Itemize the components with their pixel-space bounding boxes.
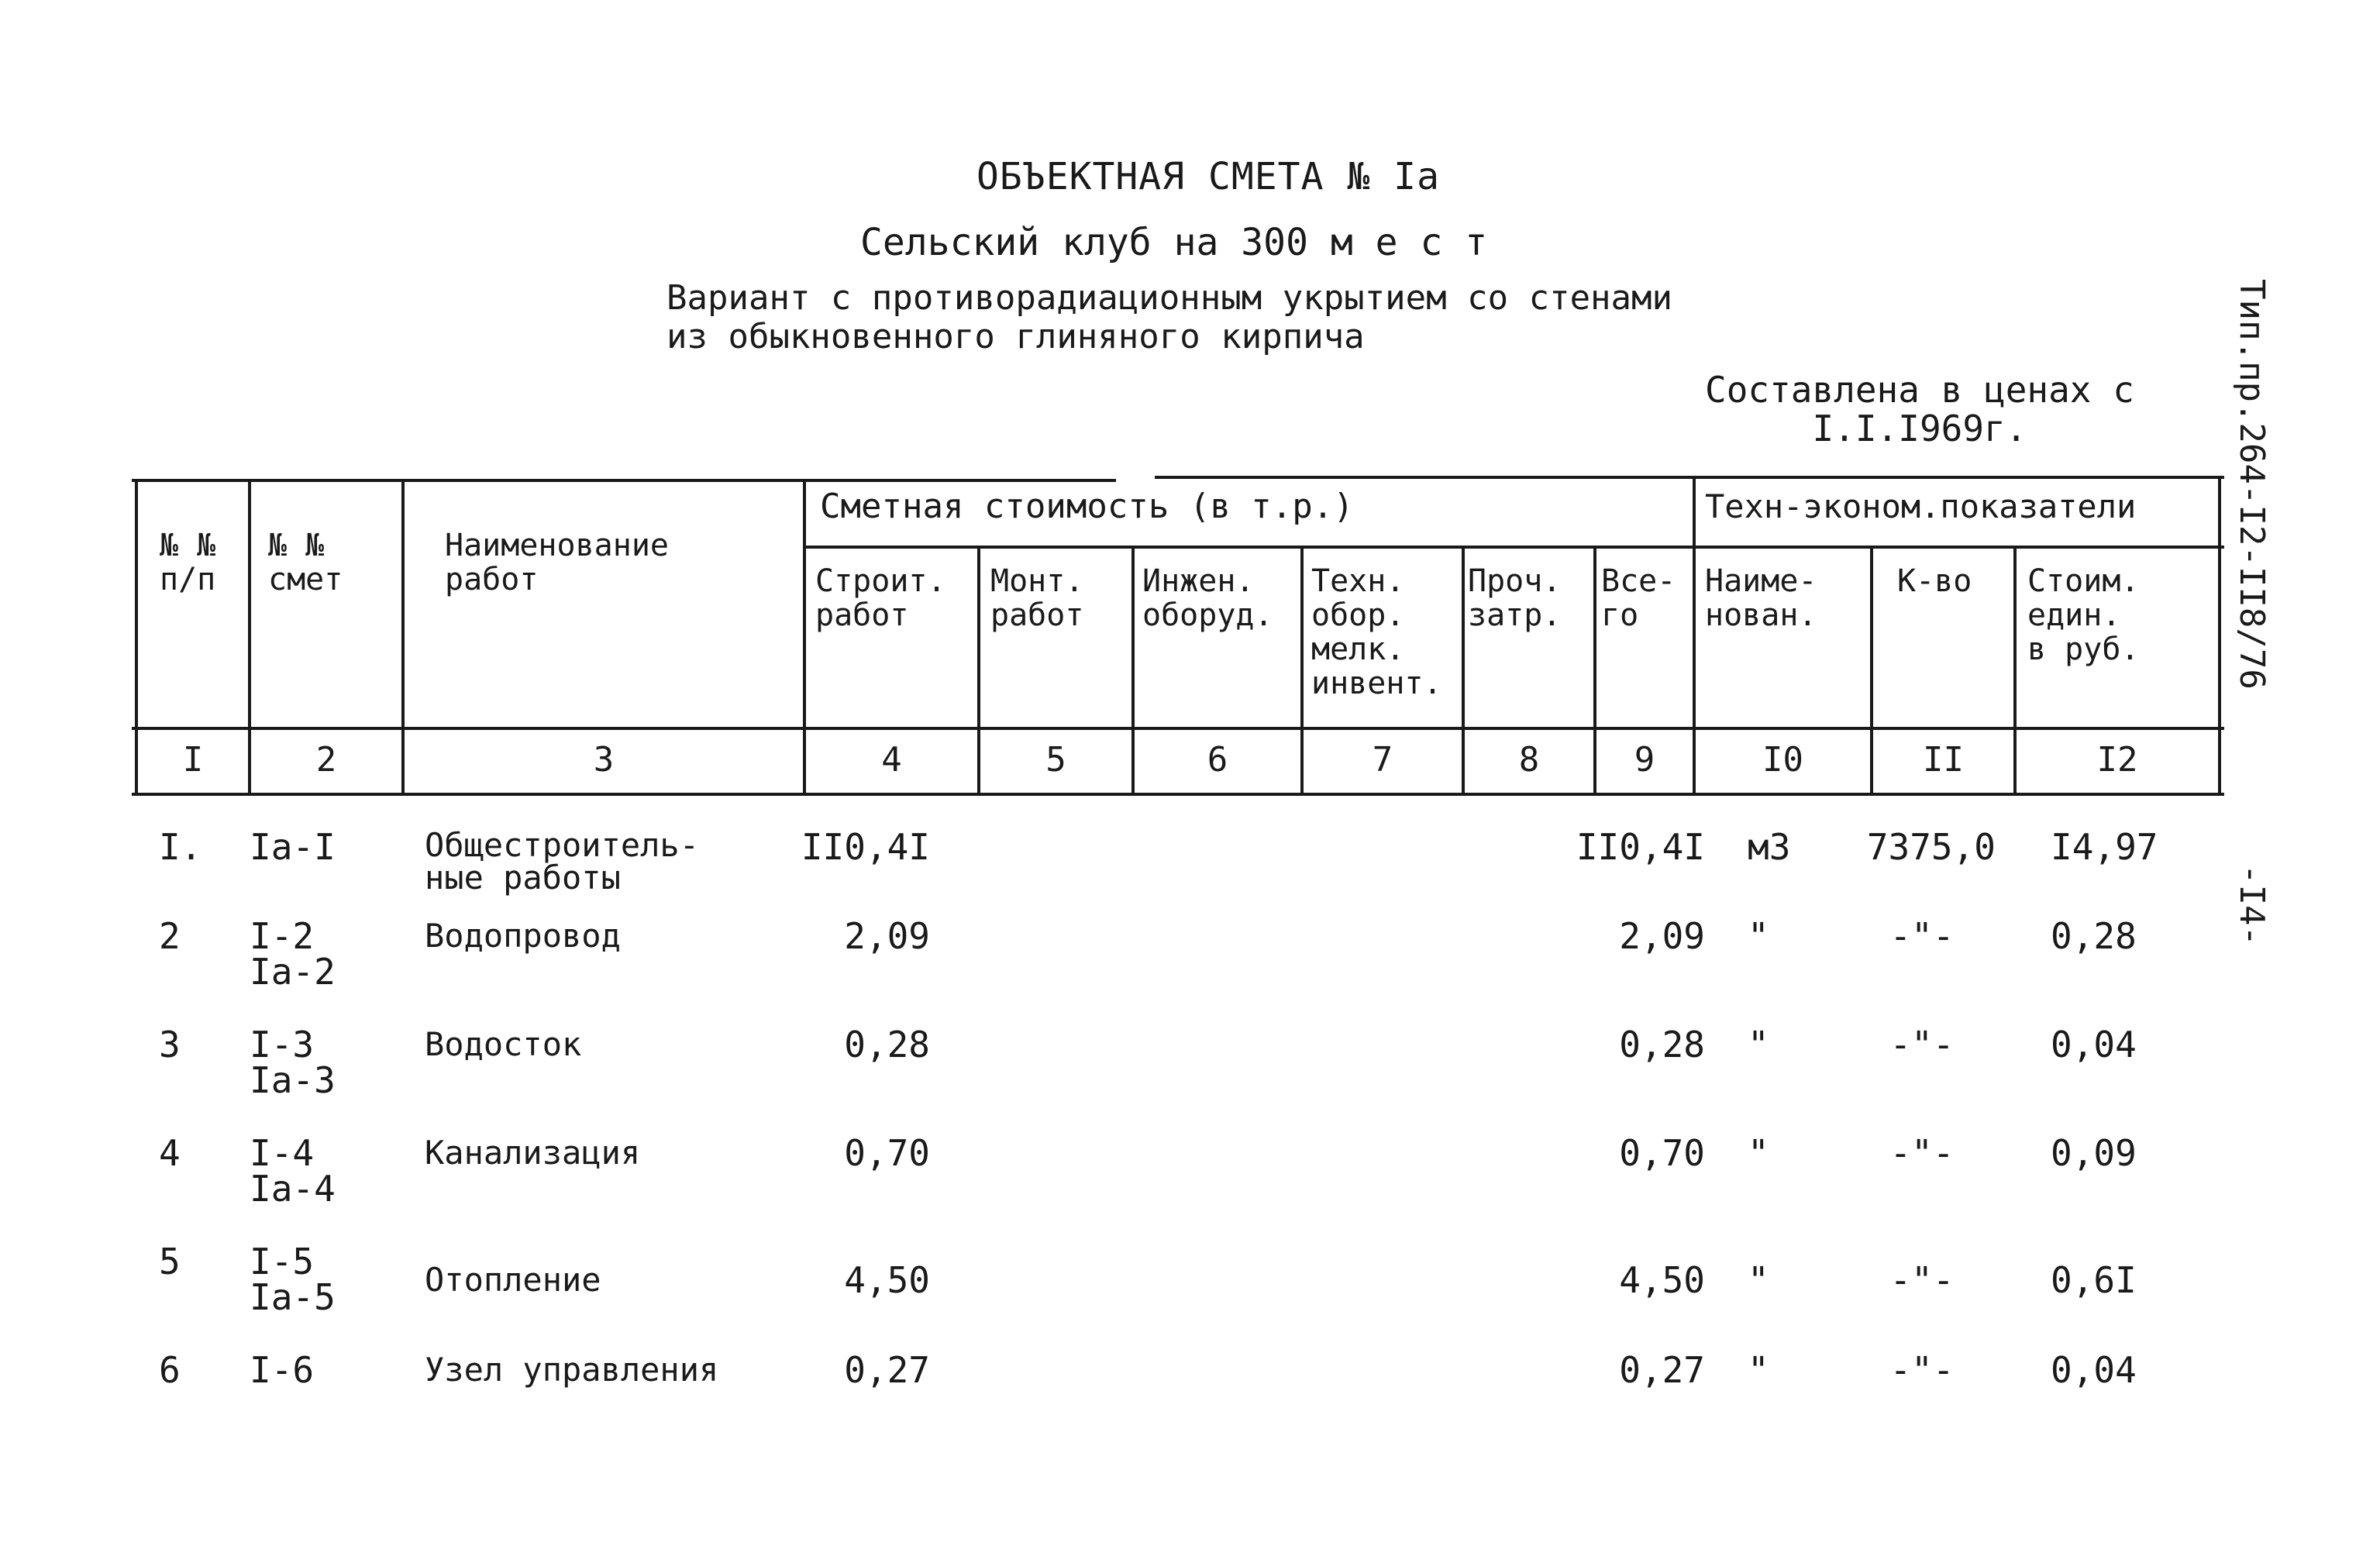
row-construction-cost: 0,70 — [844, 1132, 930, 1174]
row-construction-cost: 0,28 — [844, 1024, 930, 1065]
column-number: I0 — [1762, 740, 1803, 780]
header-quantity: К-во — [1897, 563, 1972, 599]
row-work-name: Водосток — [425, 1025, 582, 1063]
row-quantity: 7375,0 — [1866, 826, 1996, 868]
row-total-cost: 2,09 — [1619, 915, 1705, 957]
row-work-name: Водопровод — [425, 917, 621, 955]
row-work-name: Отопление — [425, 1261, 601, 1299]
column-number: 2 — [315, 740, 337, 780]
row-number: 4 — [159, 1132, 181, 1174]
row-estimate: I-4 Iа-4 — [250, 1132, 336, 1210]
document-subtitle: Сельский клуб на 300 м е с т — [860, 221, 1488, 264]
row-unit: " — [1748, 915, 1769, 957]
row-estimate: I-5 Iа-5 — [250, 1241, 336, 1318]
row-quantity: -"- — [1889, 1024, 1955, 1065]
row-unit: " — [1748, 1259, 1769, 1301]
row-quantity: -"- — [1889, 1349, 1955, 1391]
variant-line-1: Вариант с противорадиационным укрытием со стенами — [666, 278, 1673, 318]
header-other: Проч. затр. — [1468, 563, 1562, 633]
row-quantity: -"- — [1889, 1259, 1955, 1301]
variant-line-2: из обыкновенного глиняного кирпича — [666, 317, 1365, 356]
row-estimate: I-6 — [250, 1349, 315, 1391]
row-estimate: Iа-I — [250, 826, 336, 868]
row-construction-cost: 2,09 — [844, 915, 930, 957]
row-unit: " — [1748, 1349, 1769, 1391]
header-engineering: Инжен. оборуд. — [1142, 563, 1273, 633]
row-unit-cost: 0,04 — [2051, 1349, 2137, 1391]
header-estimate-number: № № смет — [268, 528, 343, 597]
row-number: 2 — [159, 915, 181, 957]
row-work-name: Общестроитель- ные работы — [425, 826, 700, 897]
header-total: Все- го — [1601, 563, 1676, 633]
row-total-cost: 0,28 — [1619, 1024, 1705, 1065]
row-work-name: Узел управления — [425, 1351, 719, 1389]
estimate-table-header — [132, 473, 2224, 798]
header-group-tech: Техн-эконом.показатели — [1705, 487, 2137, 525]
row-total-cost: II0,4I — [1576, 826, 1705, 868]
header-installation: Монт. работ — [990, 563, 1084, 633]
row-number: 3 — [159, 1024, 181, 1065]
row-quantity: -"- — [1889, 1132, 1955, 1174]
header-row-number: № № п/п — [160, 528, 216, 597]
row-estimate: I-2 Iа-2 — [250, 915, 336, 993]
price-basis-line-1: Составлена в ценах с — [1705, 369, 2134, 411]
column-number: I — [182, 740, 204, 780]
header-unit-name: Наиме- нован. — [1705, 563, 1817, 633]
column-number: 8 — [1518, 740, 1540, 780]
row-unit: м3 — [1748, 826, 1791, 868]
row-quantity: -"- — [1889, 915, 1955, 957]
header-group-cost: Сметная стоимость (в т.р.) — [820, 487, 1354, 526]
variant-description — [666, 279, 1672, 356]
row-work-name: Канализация — [425, 1134, 641, 1172]
row-unit: " — [1748, 1132, 1769, 1174]
column-number: 4 — [881, 740, 902, 780]
project-code: Тип.пр.264-I2-II8/76 — [2232, 279, 2272, 690]
document-title: ОБЪЕКТНАЯ СМЕТА № Iа — [976, 155, 1440, 198]
header-work-name: Наименование работ — [445, 528, 669, 597]
row-construction-cost: 4,50 — [844, 1259, 930, 1301]
row-total-cost: 0,70 — [1619, 1132, 1705, 1174]
row-total-cost: 4,50 — [1619, 1259, 1705, 1301]
row-unit-cost: 0,09 — [2051, 1132, 2137, 1174]
row-number: 5 — [159, 1241, 181, 1282]
price-basis-line-2: I.I.I969г. — [1812, 408, 2027, 449]
price-basis — [1705, 370, 2134, 448]
header-construction: Строит. работ — [815, 563, 946, 633]
page-number: -I4- — [2232, 864, 2272, 946]
row-total-cost: 0,27 — [1619, 1349, 1705, 1391]
column-number: 9 — [1634, 740, 1655, 780]
row-unit-cost: 0,28 — [2051, 915, 2137, 957]
row-number: 6 — [159, 1349, 181, 1391]
column-number: II — [1923, 740, 1964, 780]
row-unit-cost: 0,6I — [2051, 1259, 2137, 1301]
column-number: 3 — [593, 740, 615, 780]
row-estimate: I-3 Iа-3 — [250, 1024, 336, 1101]
row-construction-cost: 0,27 — [844, 1349, 930, 1391]
row-unit-cost: 0,04 — [2051, 1024, 2137, 1065]
column-number: 7 — [1372, 740, 1393, 780]
column-number: 5 — [1045, 740, 1066, 780]
row-unit-cost: I4,97 — [2051, 826, 2158, 868]
row-unit: " — [1748, 1024, 1769, 1065]
column-number: I2 — [2096, 740, 2138, 780]
header-tech-equipment: Техн. обор. мелк. инвент. — [1311, 563, 1442, 701]
row-number: I. — [159, 826, 202, 868]
column-number: 6 — [1207, 740, 1228, 780]
header-unit-cost: Стоим. един. в руб. — [2027, 563, 2140, 667]
row-construction-cost: II0,4I — [801, 826, 930, 868]
